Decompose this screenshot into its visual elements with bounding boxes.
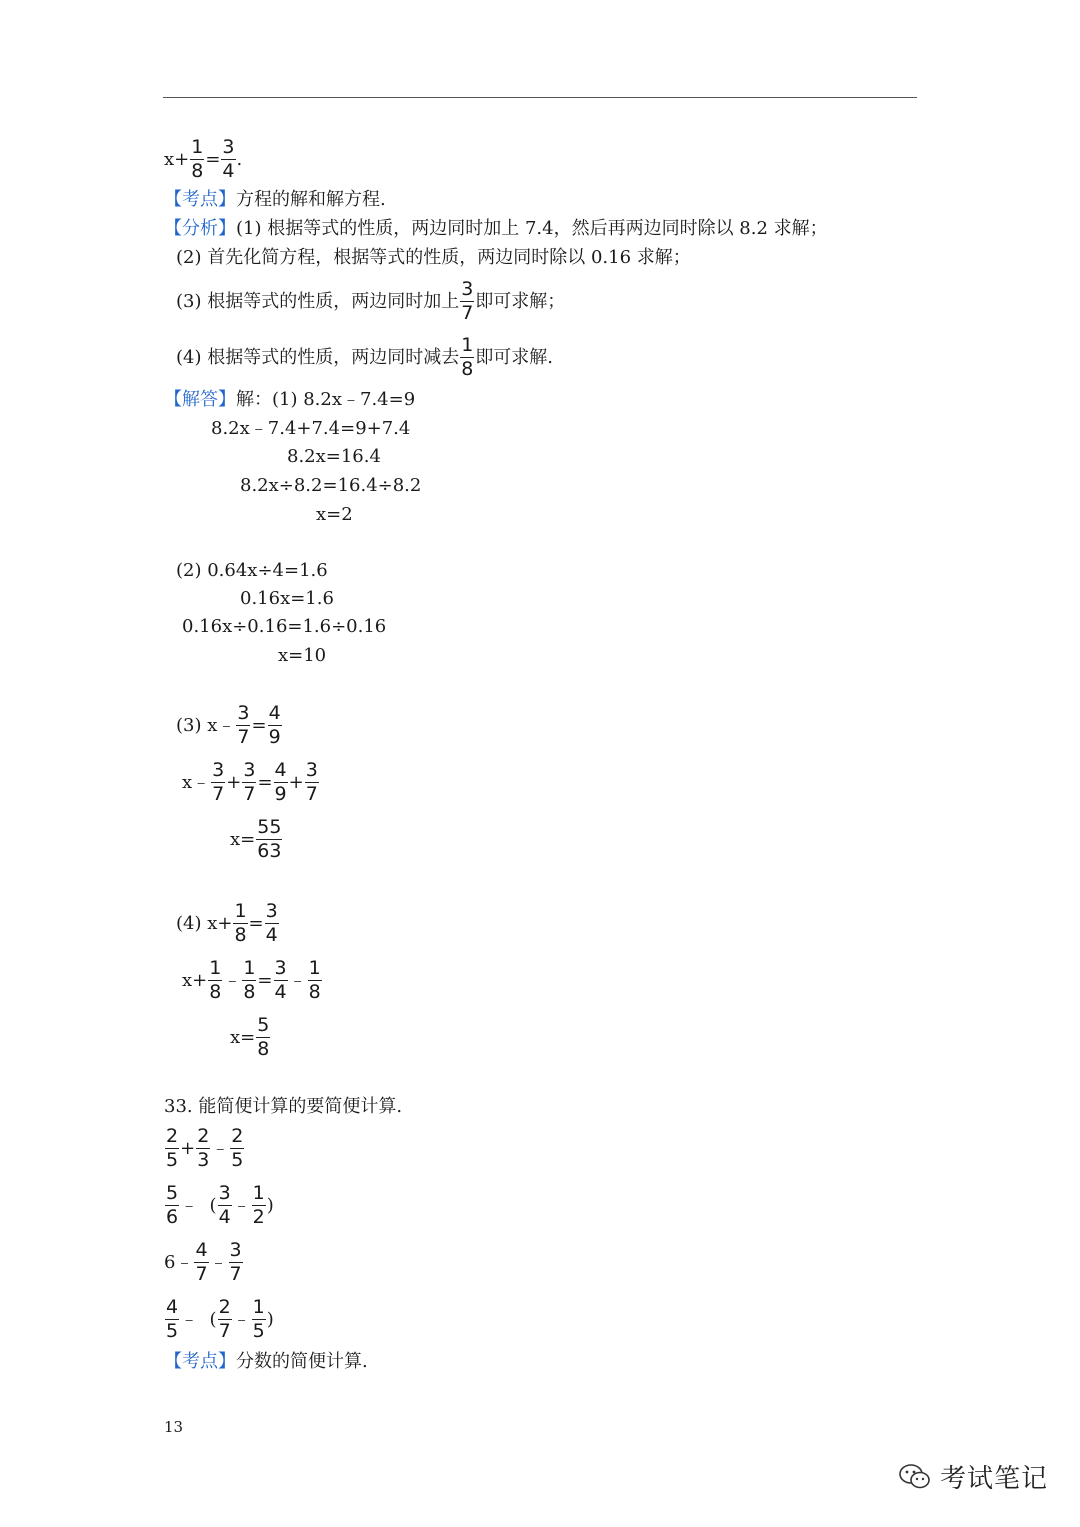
header-rule: [163, 97, 917, 98]
kaodian-tag: 【考点】: [164, 189, 236, 210]
fraction: $\frac{1}{8}$: [209, 957, 222, 1003]
fraction: $\frac{2}{5}$: [166, 1125, 179, 1171]
fraction: $\frac{4}{9}$: [268, 702, 281, 748]
top-answer-line: [164, 138, 242, 181]
kaodian-tag: 【考点】: [164, 1351, 236, 1372]
fraction: $\frac{3}{4}$: [265, 900, 278, 946]
text: (4) 根据等式的性质，两边同时减去: [176, 346, 460, 368]
fraction: $\frac{2}{5}$: [231, 1125, 244, 1171]
solution-step: 8.2x÷8.2=16.4÷8.2: [240, 475, 422, 496]
fraction: $\frac{1}{2}$: [252, 1182, 265, 1228]
fraction: $\frac{3}{4}$: [218, 1182, 231, 1228]
fraction: $\frac{3}{7}$: [243, 759, 256, 805]
text: 解：(1) 8.2x﹣7.4=9: [236, 389, 416, 410]
fraction: $\frac{3}{7}$: [229, 1239, 242, 1285]
fraction: $\frac{1}{8}$: [308, 957, 321, 1003]
jieda-tag: 【解答】: [164, 389, 236, 410]
solution-step: x= $\frac{55}{63}$: [230, 816, 282, 862]
kaodian-text: 方程的解和解方程.: [236, 189, 386, 210]
solution-step: 8.2x﹣7.4+7.4=9+7.4: [211, 418, 411, 439]
solution-step: x= $\frac{5}{8}$: [230, 1014, 270, 1060]
fenxi-line-4: [176, 336, 553, 379]
solution-step: 0.16x÷0.16=1.6÷0.16: [182, 616, 387, 637]
watermark-text: 考试笔记: [940, 1464, 1049, 1494]
fenxi-line-2: [176, 249, 691, 267]
fenxi-line-1: [164, 220, 828, 238]
text: 即可求解.: [475, 346, 554, 368]
text: .: [236, 148, 243, 170]
kaodian-line-1: [164, 191, 386, 209]
kaodian-line-2: [164, 1353, 368, 1371]
fraction: $\frac{1}{8}$: [461, 334, 474, 380]
fraction: $\frac{3}{7}$: [305, 759, 318, 805]
fraction: $\frac{5}{8}$: [257, 1014, 270, 1060]
solution-step: x=10: [278, 645, 327, 666]
fraction: $\frac{3}{7}$: [237, 702, 250, 748]
text: =: [205, 148, 221, 170]
watermark: [898, 1458, 1048, 1495]
fraction: $\frac{1}{8}$: [191, 136, 204, 182]
fraction: $\frac{1}{8}$: [243, 957, 256, 1003]
fraction: $\frac{3}{4}$: [222, 136, 235, 182]
text: x+: [164, 148, 190, 170]
solution-step: 8.2x=16.4: [287, 446, 381, 467]
fenxi-line-3: [176, 280, 565, 323]
fraction: $\frac{55}{63}$: [257, 816, 282, 862]
fraction: $\frac{1}{8}$: [234, 900, 247, 946]
solution-step: x+ $\frac{1}{8}$ ﹣ $\frac{1}{8}$ = $\frac{3}{4}$ ﹣ $\frac{1}{8}$: [182, 957, 321, 1003]
fenxi-text-1: (1) 根据等式的性质，两边同时加上 7.4，然后再两边同时除以 8.2 求解；: [236, 218, 828, 239]
text: (3) 根据等式的性质，两边同时加上: [176, 290, 460, 312]
fraction: $\frac{5}{6}$: [166, 1182, 179, 1228]
fraction: $\frac{1}{5}$: [252, 1296, 265, 1342]
expression-1: $\frac{2}{5}$ + $\frac{2}{3}$ ﹣ $\frac{2}{5}$: [166, 1125, 244, 1171]
question-33-title: 33. 能简便计算的要简便计算.: [164, 1096, 403, 1117]
expression-4: $\frac{4}{5}$ ﹣ ( $\frac{2}{7}$ ﹣ $\frac{1}{5}$ ): [166, 1296, 274, 1342]
solution-step: (2) 0.64x÷4=1.6: [176, 560, 328, 581]
fenxi-tag: 【分析】: [164, 218, 236, 239]
solution-step: x﹣ $\frac{3}{7}$ + $\frac{3}{7}$ = $\frac{4}{9}$ + $\frac{3}{7}$: [182, 759, 318, 805]
fraction: $\frac{3}{7}$: [461, 278, 474, 324]
fraction: $\frac{2}{7}$: [218, 1296, 231, 1342]
solution-step: (4) x+ $\frac{1}{8}$ = $\frac{3}{4}$: [176, 900, 278, 946]
fraction: $\frac{2}{3}$: [197, 1125, 210, 1171]
fraction: $\frac{4}{7}$: [195, 1239, 208, 1285]
fraction: $\frac{4}{9}$: [274, 759, 287, 805]
expression-3: 6﹣ $\frac{4}{7}$ ﹣ $\frac{3}{7}$: [164, 1239, 242, 1285]
jieda-line-1: [164, 391, 415, 409]
fenxi-text-2: (2) 首先化简方程，根据等式的性质，两边同时除以 0.16 求解；: [176, 247, 691, 268]
fraction: $\frac{4}{5}$: [166, 1296, 179, 1342]
solution-step: (3) x﹣ $\frac{3}{7}$ = $\frac{4}{9}$: [176, 702, 281, 748]
solution-step: x=2: [316, 504, 353, 525]
expression-2: $\frac{5}{6}$ ﹣ ( $\frac{3}{4}$ ﹣ $\frac{1}{2}$ ): [166, 1182, 274, 1228]
wechat-icon: [898, 1462, 932, 1492]
kaodian-text: 分数的简便计算.: [236, 1351, 368, 1372]
text: 即可求解；: [475, 290, 566, 312]
fraction: $\frac{3}{4}$: [274, 957, 287, 1003]
page-number: 13: [164, 1418, 184, 1436]
solution-step: 0.16x=1.6: [240, 588, 334, 609]
fraction: $\frac{3}{7}$: [212, 759, 225, 805]
